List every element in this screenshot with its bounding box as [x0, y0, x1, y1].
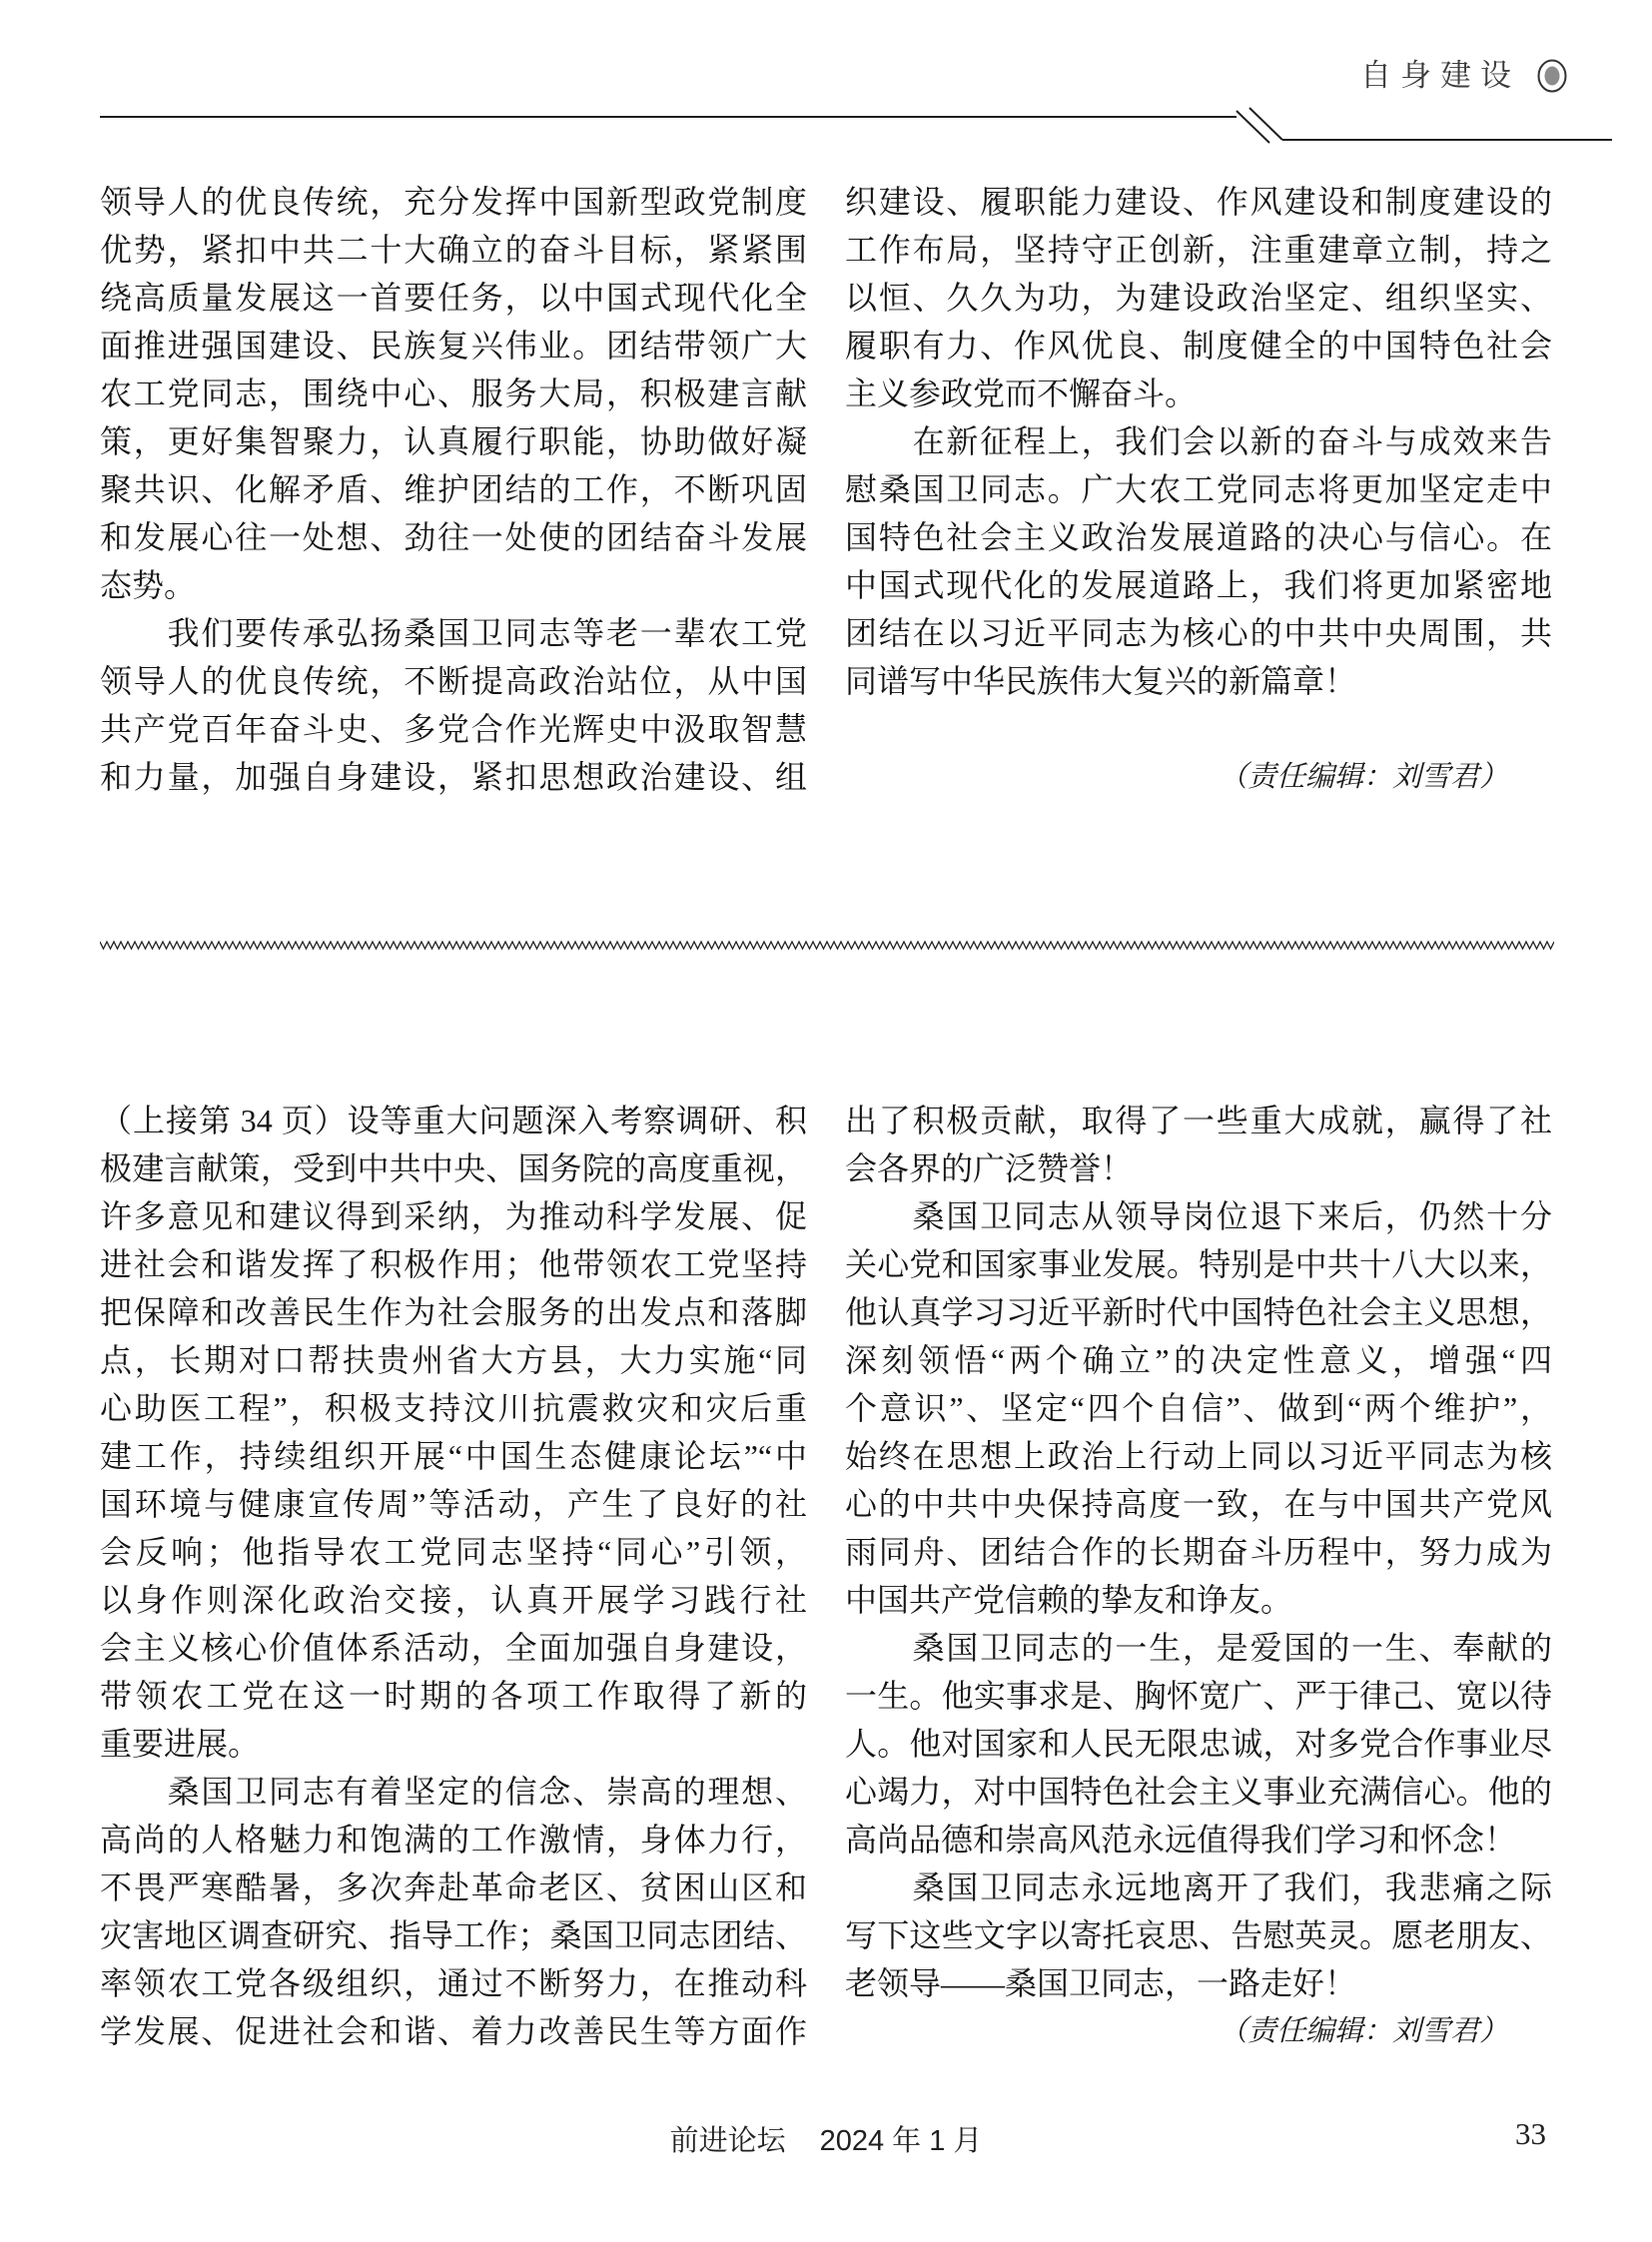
text-line: 国环境与健康宣传周”等活动，产生了良好的社	[100, 1486, 807, 1522]
text-line: 领导人的优良传统，不断提高政治站位，从中国	[100, 663, 807, 699]
text-line: 织建设、履职能力建设、作风建设和制度建设的	[845, 184, 1552, 220]
text-line: 把保障和改善民生作为社会服务的出发点和落脚	[100, 1294, 807, 1330]
issue-date: 2024 年 1 月	[819, 2125, 983, 2157]
text-line: 高尚品德和崇高风范永远值得我们学习和怀念！	[845, 1822, 1517, 1858]
text-line: 心的中共中央保持高度一致，在与中国共产党风	[845, 1486, 1552, 1522]
text-line: 写下这些文字以寄托哀思、告慰英灵。愿老朋友、	[845, 1917, 1552, 1953]
text-line: 以恒、久久为功，为建设政治坚定、组织坚实、	[845, 280, 1552, 316]
text-line: 会反响；他指导农工党同志坚持“同心”引领，	[100, 1534, 807, 1570]
page-number: 33	[1515, 2116, 1546, 2151]
text-line: 进社会和谐发挥了积极作用；他带领农工党坚持	[100, 1246, 807, 1282]
text-line: 心竭力，对中国特色社会主义事业充满信心。他的	[845, 1774, 1552, 1810]
text-line: 和力量，加强自身建设，紧扣思想政治建设、组	[100, 759, 807, 795]
text-line: 高尚的人格魅力和饱满的工作激情，身体力行，	[100, 1822, 807, 1858]
text-line: 学发展、促进社会和谐、着力改善民生等方面作	[100, 2013, 807, 2049]
text-line: 面推进强国建设、民族复兴伟业。团结带领广大	[100, 328, 807, 364]
text-line: 出了积极贡献，取得了一些重大成就，赢得了社	[845, 1103, 1552, 1138]
text-line: 极建言献策，受到中共中央、国务院的高度重视，	[100, 1150, 807, 1186]
text-line: 慰桑国卫同志。广大农工党同志将更加坚定走中	[845, 471, 1552, 507]
text-line: 聚共识、化解矛盾、维护团结的工作，不断巩固	[100, 471, 807, 507]
text-line: 灾害地区调查研究、指导工作；桑国卫同志团结、	[100, 1917, 807, 1953]
text-line: 态势。	[100, 567, 197, 603]
text-line: 雨同舟、团结合作的长期奋斗历程中，努力成为	[845, 1534, 1552, 1570]
text-line: 工作布局，坚持守正创新，注重建章立制，持之	[845, 232, 1552, 268]
text-line: 绕高质量发展这一首要任务，以中国式现代化全	[100, 280, 807, 316]
editor-credit: （责任编辑：刘雪君）	[1218, 2015, 1508, 2047]
journal-name: 前进论坛	[669, 2125, 786, 2157]
text-line: 会各界的广泛赞誉！	[845, 1150, 1134, 1186]
text-line: 他认真学习习近平新时代中国特色社会主义思想，	[845, 1294, 1552, 1330]
text-line: 桑国卫同志有着坚定的信念、崇高的理想、	[100, 1774, 807, 1810]
text-line: 桑国卫同志的一生，是爱国的一生、奉献的	[845, 1630, 1552, 1666]
text-line: 国特色社会主义政治发展道路的决心与信心。在	[845, 519, 1552, 555]
text-line: 重要进展。	[100, 1726, 261, 1762]
text-line: 以身作则深化政治交接，认真开展学习践行社	[100, 1582, 807, 1618]
text-line: 和发展心往一处想、劲往一处使的团结奋斗发展	[100, 519, 807, 555]
text-line: 主义参政党而不懈奋斗。	[845, 375, 1198, 411]
text-line: 许多意见和建议得到采纳，为推动科学发展、促	[100, 1198, 807, 1234]
text-line: 建工作，持续组织开展“中国生态健康论坛”“中	[100, 1438, 807, 1474]
text-line: 优势，紧扣中共二十大确立的奋斗目标，紧紧围	[100, 232, 807, 268]
text-line: 领导人的优良传统，充分发挥中国新型政党制度	[100, 184, 807, 220]
section-label: 自身建设	[1360, 58, 1520, 93]
text-line: 会主义核心价值体系活动，全面加强自身建设，	[100, 1630, 807, 1666]
editor-credit-top	[845, 753, 1552, 801]
zigzag-divider	[100, 940, 1554, 952]
text-line: 共产党百年奋斗史、多党合作光辉史中汲取智慧	[100, 711, 807, 747]
article-bottom-right-column	[845, 1097, 1552, 2007]
text-line: 率领农工党各级组织，通过不断努力，在推动科	[100, 1965, 807, 2001]
text-line: 策，更好集智聚力，认真履行职能，协助做好凝	[100, 423, 807, 459]
text-line: 点，长期对口帮扶贵州省大方县，大力实施“同	[100, 1342, 807, 1378]
article-top-right-column	[845, 178, 1552, 705]
text-line: 在新征程上，我们会以新的奋斗与成效来告	[845, 423, 1552, 459]
text-line: 农工党同志，围绕中心、服务大局，积极建言献	[100, 375, 807, 411]
text-line: 团结在以习近平同志为核心的中共中央周围，共	[845, 615, 1552, 651]
footer	[100, 2118, 1552, 2159]
article-bottom-left-column	[100, 1097, 807, 2055]
text-line: 中国共产党信赖的挚友和诤友。	[845, 1582, 1293, 1618]
text-line: 不畏严寒酷暑，多次奔赴革命老区、贫困山区和	[100, 1869, 807, 1905]
text-line: 同谱写中华民族伟大复兴的新篇章！	[845, 663, 1357, 699]
text-line: 人。他对国家和人民无限忠诚，对多党合作事业尽	[845, 1726, 1552, 1762]
article-top-left-column	[100, 178, 807, 801]
text-line: （上接第 34 页）设等重大问题深入考察调研、积	[100, 1103, 807, 1138]
page-header	[1360, 56, 1568, 96]
text-line: 桑国卫同志永远地离开了我们，我悲痛之际	[845, 1869, 1552, 1905]
text-line: 个意识”、坚定“四个自信”、做到“两个维护”，	[845, 1390, 1552, 1426]
text-line: 带领农工党在这一时期的各项工作取得了新的	[100, 1678, 807, 1714]
text-line: 始终在思想上政治上行动上同以习近平同志为核	[845, 1438, 1552, 1474]
text-line: 桑国卫同志从领导岗位退下来后，仍然十分	[845, 1198, 1552, 1234]
editor-credit: （责任编辑：刘雪君）	[1218, 761, 1508, 793]
text-line: 老领导——桑国卫同志，一路走好！	[845, 1965, 1357, 2001]
text-line: 一生。他实事求是、胸怀宽广、严于律己、宽以待	[845, 1678, 1552, 1714]
text-line: 关心党和国家事业发展。特别是中共十八大以来，	[845, 1246, 1552, 1282]
text-line: 心助医工程”，积极支持汶川抗震救灾和灾后重	[100, 1390, 807, 1426]
editor-credit-bottom	[845, 2007, 1552, 2055]
text-line: 中国式现代化的发展道路上，我们将更加紧密地	[845, 567, 1552, 603]
bullseye-icon	[1536, 58, 1568, 94]
text-line: 我们要传承弘扬桑国卫同志等老一辈农工党	[100, 615, 807, 651]
text-line: 履职有力、作风优良、制度健全的中国特色社会	[845, 328, 1552, 364]
text-line: 深刻领悟“两个确立”的决定性意义，增强“四	[845, 1342, 1552, 1378]
